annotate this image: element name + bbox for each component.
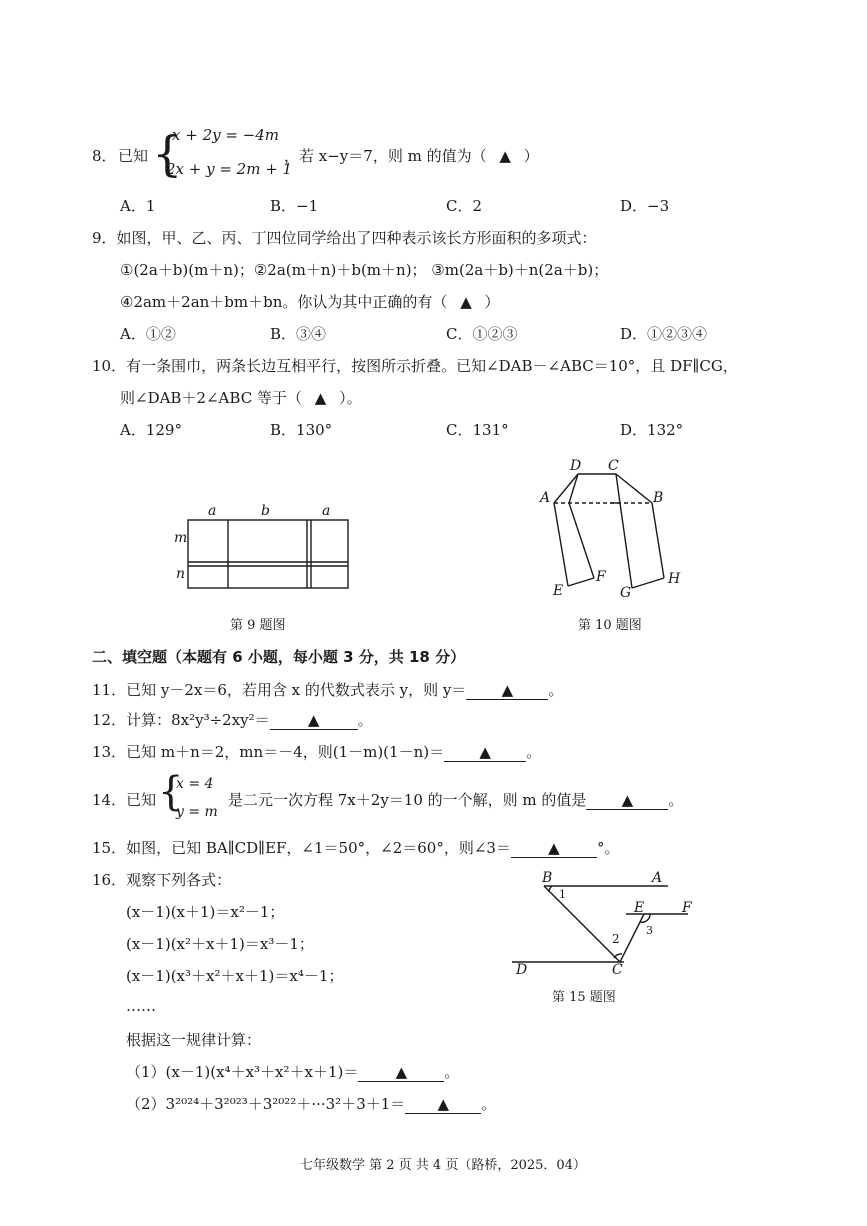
q16-part-2-end: 。 [481,1095,497,1113]
fig15-caption: 第 15 题图 [552,990,616,1005]
q8-option-c: C．2 [446,197,483,215]
q9-option-c: C．①②③ [446,325,518,343]
q14-text: 是二元一次方程 7x＋2y＝10 的一个解，则 m 的值是 [228,791,587,809]
q8-prefix: 已知 [118,147,149,165]
q16-intro: 16．观察下列各式： [92,871,232,889]
q8-option-d: D．−3 [620,197,670,215]
q10-line-2-text: 则∠DAB＋2∠ABC 等于（ [120,389,302,407]
q14-equation-1: x = 4 [176,776,214,792]
fig9-caption: 第 9 题图 [230,618,286,633]
q8-close: ） [523,147,539,165]
fig10-label-C: C [608,458,619,474]
fig15-label-F: F [682,900,692,916]
q9-option-d: D．①②③④ [620,325,708,343]
q16-part-1-answer-blank[interactable] [358,1063,444,1082]
figure-9-rectangle [186,516,350,590]
fig15-label-C: C [612,962,623,978]
fig10-label-B: B [653,490,664,506]
q16-rule: 根据这一规律计算： [126,1031,262,1049]
answer-triangle: ▲ [479,743,491,761]
fig10-label-F: F [596,569,606,585]
fig15-label-A: A [652,870,663,886]
q13-answer-blank[interactable] [444,743,526,762]
q12-end: 。 [357,711,373,729]
q15-answer-blank[interactable] [511,839,597,858]
q16-formula-1: (x－1)(x＋1)＝x²－1； [126,903,285,921]
fig10-label-G: G [620,585,632,601]
fig15-label-E: E [634,900,645,916]
q10-option-c: C．131° [446,421,509,439]
q14 [228,790,683,810]
q12 [92,710,373,730]
fig15-label-3: 3 [646,924,653,937]
q10-option-d: D．132° [620,421,684,439]
q9-close: ） [484,293,500,311]
q14-end: 。 [668,791,684,809]
fig10-label-E: E [553,583,564,599]
q15-end: °。 [596,839,620,857]
q10-close: ）。 [339,389,362,407]
fig10-label-A: A [540,490,551,506]
q16-formula-3: (x－1)(x³＋x²＋x＋1)＝x⁴－1； [126,967,344,985]
q9-option-b: B．③④ [270,325,327,343]
answer-triangle: ▲ [395,1063,408,1081]
q8-equation-1: x + 2y = −4m [172,126,280,144]
fig9-label-n: n [176,566,186,582]
answer-triangle: ▲ [307,711,320,729]
q14-equation-2: y = m [176,804,218,820]
fig15-label-B: B [542,870,553,886]
q16-formula-2: (x－1)(x²＋x＋1)＝x³－1； [126,935,314,953]
q16-part-2 [126,1094,496,1114]
q9-line-1: 9．如图，甲、乙、丙、丁四位同学给出了四种表示该长方形面积的多项式： [92,229,597,247]
fig15-label-D: D [516,962,528,978]
q16-part-2-text: （2）3²⁰²⁴＋3²⁰²³＋3²⁰²²＋···3²＋3＋1＝ [126,1095,406,1113]
q16-part-1-text: （1）(x－1)(x⁴＋x³＋x²＋x＋1)＝ [126,1063,359,1081]
q8-option-b: B．−1 [270,197,319,215]
section-2-heading: 二、填空题（本题有 6 小题，每小题 3 分，共 18 分） [92,648,466,666]
q8-option-a: A．1 [120,197,156,215]
q16-part-1-end: 。 [444,1063,460,1081]
answer-triangle: ▲ [621,791,634,809]
answer-triangle: ▲ [437,1095,450,1113]
q8-equation-2: 2x + y = 2m + 1 [166,160,293,178]
q9-line-3-text: ④2am＋2an＋bm＋bn。你认为其中正确的有（ [120,293,448,311]
fig9-label-a-left: a [208,503,217,519]
q10-line-2 [120,388,362,408]
answer-triangle: ▲ [314,389,327,407]
q9-option-a: A．①② [120,325,176,343]
q15 [92,838,619,858]
q13 [92,742,541,762]
q11 [92,680,563,700]
q16-part-1 [126,1062,459,1082]
fig9-label-b: b [261,503,270,519]
answer-triangle: ▲ [499,147,511,165]
q10-line-1: 10．有一条围巾，两条长边互相平行，按图所示折叠。已知∠DAB－∠ABC＝10°，且 DF∥CG， [92,357,738,375]
fig9-label-a-right: a [322,503,331,519]
fig10-label-H: H [668,571,681,587]
q12-text: 12．计算：8x²y³÷2xy²＝ [92,711,270,729]
q11-end: 。 [548,681,564,699]
answer-triangle: ▲ [501,681,514,699]
q11-text: 11．已知 y－2x＝6，若用含 x 的代数式表示 y，则 y＝ [92,681,467,699]
q13-end: 。 [526,743,542,761]
fig10-caption: 第 10 题图 [578,618,642,633]
q13-text: 13．已知 m＋n＝2，mn＝－4，则(1－m)(1－n)＝ [92,743,445,761]
q14-brace: { [158,769,184,815]
q8-number: 8． [92,147,117,165]
q15-text: 15．如图，已知 BA∥CD∥EF，∠1＝50°，∠2＝60°，则∠3＝ [92,839,511,857]
q14-answer-blank[interactable] [586,791,668,810]
page-footer: 七年级数学 第 2 页 共 4 页（路桥，2025．04） [300,1158,586,1173]
q9-line-3 [120,292,500,312]
fig10-label-D: D [570,458,582,474]
q14-number: 14．已知 [92,791,157,809]
answer-triangle: ▲ [548,839,560,857]
q8-condition-text: ，若 x−y＝7，则 m 的值为（ [284,147,487,165]
q9-line-2: ①(2a＋b)(m＋n)；②2a(m＋n)＋b(m＋n)； ③m(2a＋b)＋n(2a＋b)； [120,261,609,279]
q8-condition [284,146,539,166]
q16-part-2-answer-blank[interactable] [405,1095,481,1114]
q16-dots: …… [126,997,156,1015]
answer-triangle: ▲ [460,293,472,311]
q10-option-b: B．130° [270,421,333,439]
q12-answer-blank[interactable] [270,711,358,730]
q10-option-a: A．129° [120,421,182,439]
fig15-label-2: 2 [612,932,620,946]
figure-15-parallel-lines [508,874,708,974]
fig15-label-1: 1 [559,888,566,901]
fig9-label-m: m [174,530,188,546]
q8-brace: { [152,126,183,182]
q11-answer-blank[interactable] [466,681,548,700]
